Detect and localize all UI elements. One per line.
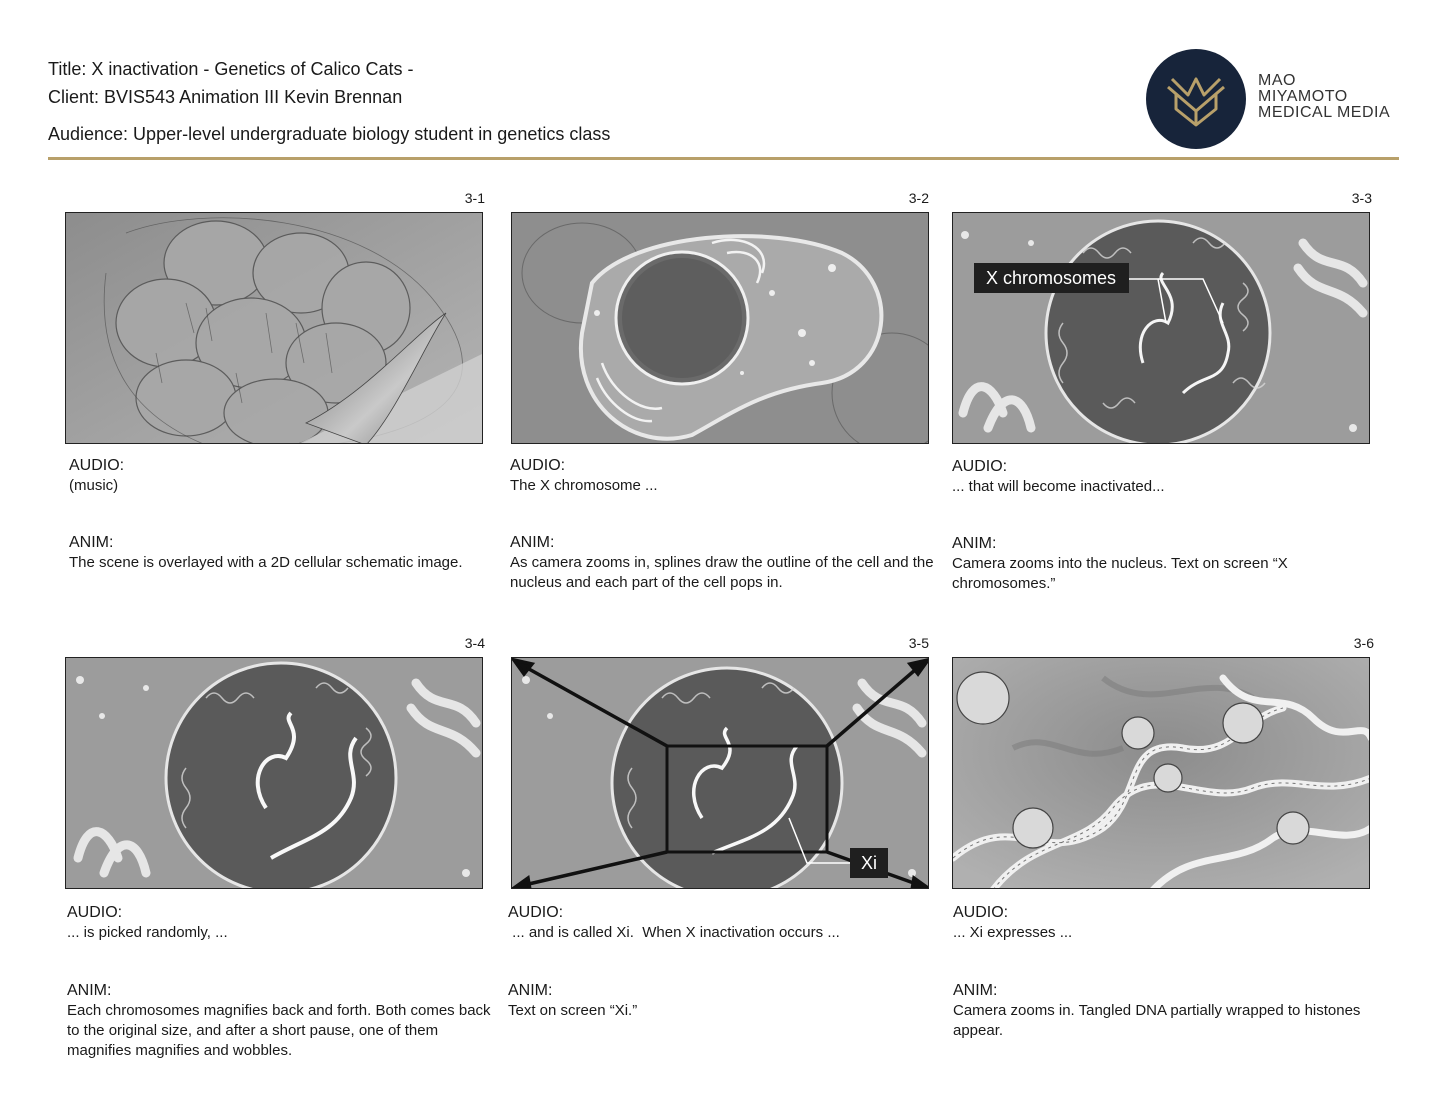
- client-line: Client: BVIS543 Animation III Kevin Brennan: [48, 87, 403, 107]
- open-book-icon: [1146, 49, 1246, 149]
- audio-text: (music): [69, 477, 119, 494]
- anim-block: [69, 533, 499, 573]
- logo-wordmark: [1258, 73, 1390, 121]
- audio-text: ... that will become inactivated...: [952, 478, 1165, 495]
- anim-label: ANIM:: [953, 982, 998, 999]
- panel-frame-3-1: [65, 212, 483, 444]
- xi-callout: Xi: [860, 853, 878, 873]
- anim-block: [508, 981, 938, 1021]
- nucleus-chromosomes-illustration: [953, 213, 1370, 444]
- header-divider: [48, 157, 1399, 160]
- audio-block: [508, 903, 938, 943]
- anim-label: ANIM:: [952, 535, 997, 552]
- panel-number: 3-5: [908, 635, 929, 651]
- panel-number: 3-6: [1353, 635, 1374, 651]
- panel-frame-3-6: [952, 657, 1370, 889]
- anim-text: Camera zooms in. Tangled DNA partially wrapped to histones appear.: [953, 1002, 1361, 1039]
- company-logo: [1146, 49, 1246, 149]
- audio-block: [952, 457, 1382, 497]
- audio-label: AUDIO:: [508, 904, 564, 921]
- panel-number: 3-2: [908, 190, 929, 206]
- storyboard-title: Title: X inactivation - Genetics of Calico Cats -: [48, 59, 414, 79]
- anim-block: [952, 534, 1382, 594]
- logo-line-2: MIYAMOTO: [1258, 88, 1348, 105]
- x-chromosomes-callout: X chromosomes: [985, 268, 1117, 288]
- panel-frame-3-3: [952, 212, 1370, 444]
- anim-block: [510, 533, 940, 593]
- audio-block: [510, 456, 940, 496]
- anim-text: Each chromosomes magnifies back and forth. Both comes back to the original size, and after a short pause, one of them magnifies magnifies and wobbles.: [67, 1002, 491, 1059]
- panel-frame-3-5: [511, 657, 929, 889]
- anim-label: ANIM:: [69, 534, 114, 551]
- embryo-sketch-illustration: [66, 213, 483, 444]
- panel-number: 3-3: [1351, 190, 1372, 206]
- audio-label: AUDIO:: [952, 458, 1008, 475]
- anim-block: [953, 981, 1383, 1041]
- audio-text: ... and is called Xi. When X inactivation occurs ...: [508, 924, 840, 941]
- anim-text: The scene is overlayed with a 2D cellular schematic image.: [69, 554, 463, 571]
- anim-label: ANIM:: [67, 982, 112, 999]
- anim-text: Camera zooms into the nucleus. Text on screen “X chromosomes.”: [952, 555, 1288, 592]
- audience-line: Audience: Upper-level undergraduate biology student in genetics class: [48, 124, 611, 144]
- audio-label: AUDIO:: [67, 904, 123, 921]
- audio-text: ... is picked randomly, ...: [67, 924, 228, 941]
- nucleus-zoom-illustration: [512, 658, 929, 889]
- audio-label: AUDIO:: [510, 457, 566, 474]
- anim-label: ANIM:: [508, 982, 553, 999]
- audio-text: ... Xi expresses ...: [953, 924, 1073, 941]
- anim-text: Text on screen “Xi.”: [508, 1002, 638, 1019]
- audio-block: [67, 903, 497, 943]
- audio-block: [953, 903, 1383, 943]
- panel-number: 3-4: [464, 635, 485, 651]
- audio-block: [69, 456, 499, 496]
- audio-label: AUDIO:: [953, 904, 1009, 921]
- anim-block: [67, 981, 497, 1061]
- anim-text: As camera zooms in, splines draw the outline of the cell and the nucleus and each part of the cell pops in.: [510, 554, 934, 591]
- audio-text: The X chromosome ...: [510, 477, 658, 494]
- panel-frame-3-4: [65, 657, 483, 889]
- panel-frame-3-2: [511, 212, 929, 444]
- anim-label: ANIM:: [510, 534, 555, 551]
- panel-number: 3-1: [464, 190, 485, 206]
- logo-line-3: MEDICAL MEDIA: [1258, 104, 1391, 121]
- cell-schematic-illustration: [512, 213, 929, 444]
- audio-label: AUDIO:: [69, 457, 125, 474]
- tangled-dna-histones-illustration: [953, 658, 1370, 889]
- nucleus-chromosomes-illustration: [66, 658, 483, 889]
- logo-line-1: MAO: [1258, 72, 1296, 89]
